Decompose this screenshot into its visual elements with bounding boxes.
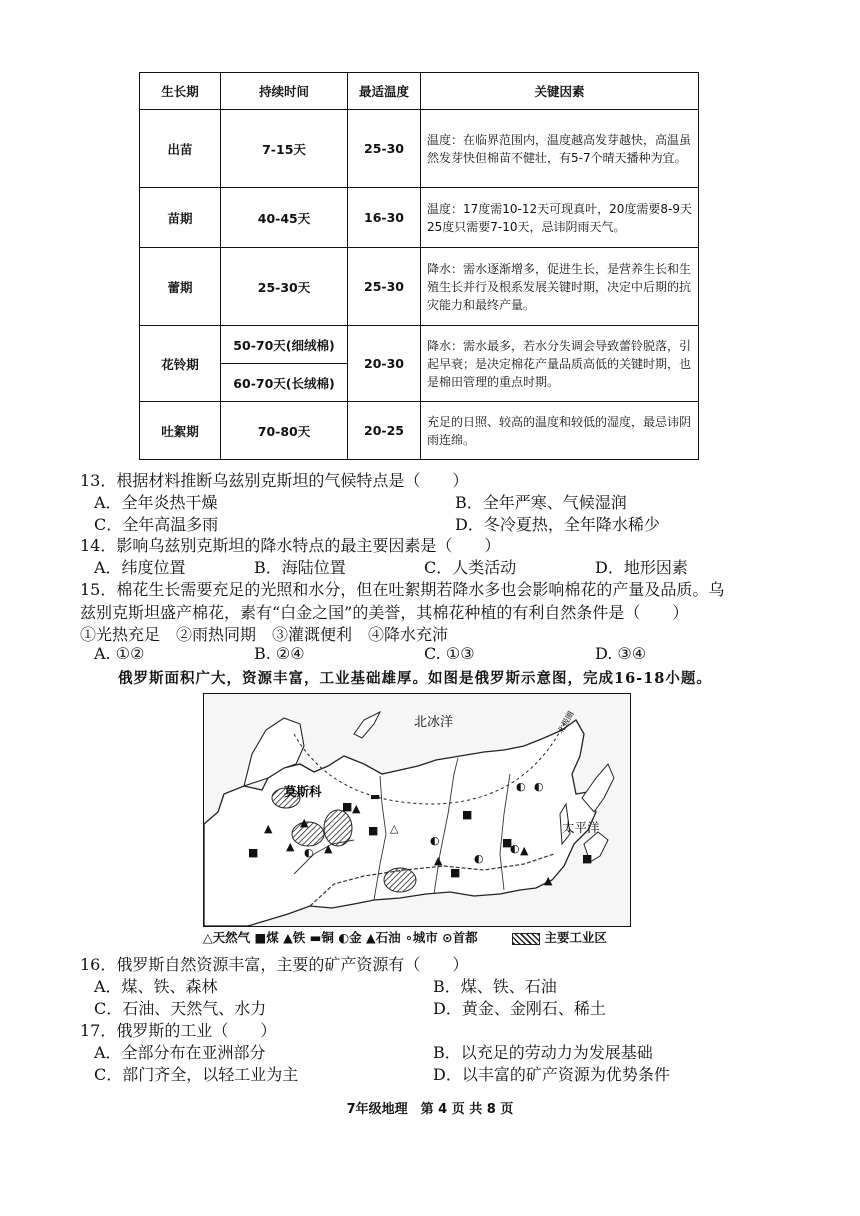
svg-text:◐: ◐ <box>516 780 526 793</box>
svg-text:◐: ◐ <box>534 780 544 793</box>
table-cell-stage: 花铃期 <box>140 326 221 402</box>
question-17-option-a[interactable]: A．全部分布在亚洲部分 <box>94 1043 266 1062</box>
table-cell-duration: 70-80天 <box>221 402 348 460</box>
map-legend-text: △天然气 ■煤 ▲铁 ▬铜 ◐金 ▲石油 ∘城市 ⊙首都 <box>203 930 478 945</box>
page-footer: 7年级地理 第 4 页 共 8 页 <box>346 1102 514 1117</box>
table-header: 生长期 <box>140 73 221 110</box>
svg-text:■: ■ <box>342 800 353 813</box>
question-16-option-b[interactable]: B．煤、铁、石油 <box>433 977 557 996</box>
table-header: 持续时间 <box>221 73 348 110</box>
table-cell-duration: 40-45天 <box>221 188 348 248</box>
table-cell-factor: 降水：需水最多，若水分失调会导致蕾铃脱落，引起早衰；是决定棉花产量品质高低的关键时期，也是棉田管理的重点时期。 <box>421 326 699 402</box>
table-cell-duration: 25-30天 <box>221 248 348 326</box>
svg-text:◐: ◐ <box>510 842 520 855</box>
table-cell-factor: 温度：17度需10-12天可现真叶，20度需要8-9天25度只需要7-10天，忌讳阴雨天气。 <box>421 188 699 248</box>
section-intro: 俄罗斯面积广大，资源丰富，工业基础雄厚。如图是俄罗斯示意图，完成16-18小题。 <box>118 670 712 687</box>
table-cell-duration: 50-70天(细绒棉) <box>221 326 348 364</box>
svg-text:▲: ▲ <box>520 844 529 857</box>
russia-map-graphic <box>204 694 630 926</box>
svg-text:■: ■ <box>582 852 593 865</box>
table-cell-stage: 蕾期 <box>140 248 221 326</box>
question-13-option-d[interactable]: D．冬冷夏热，全年降水稀少 <box>455 515 660 534</box>
question-15-option-d[interactable]: D. ③④ <box>595 644 647 663</box>
table-cell-temp: 25-30 <box>348 110 421 188</box>
map-label-pacific: 太平洋 <box>562 820 600 835</box>
question-16-option-d[interactable]: D．黄金、金刚石、稀土 <box>433 999 606 1018</box>
table-cell-temp: 16-30 <box>348 188 421 248</box>
svg-text:■: ■ <box>462 808 473 821</box>
map-legend <box>203 928 607 946</box>
table-cell-factor: 降水：需水逐渐增多，促进生长，是营养生长和生殖生长并行及根系发展关键时期，决定中后期的抗灾能力和最终产量。 <box>421 248 699 326</box>
svg-text:▲: ▲ <box>286 840 295 853</box>
table-cell-factor: 充足的日照、较高的温度和较低的湿度，最忌讳阴雨连绵。 <box>421 402 699 460</box>
svg-text:△: △ <box>390 822 399 835</box>
svg-text:▬: ▬ <box>370 790 381 803</box>
table-cell-duration: 7-15天 <box>221 110 348 188</box>
svg-text:▲: ▲ <box>434 854 443 867</box>
svg-text:▲: ▲ <box>300 816 309 829</box>
question-15-stem: 15．棉花生长需要充足的光照和水分，但在吐絮期若降水多也会影响棉花的产量及品质。乌 <box>80 580 725 599</box>
svg-text:▲: ▲ <box>544 874 553 887</box>
svg-text:◐: ◐ <box>474 852 484 865</box>
question-15-option-b[interactable]: B. ②④ <box>254 644 305 663</box>
question-14-option-b[interactable]: B．海陆位置 <box>254 558 346 577</box>
question-13-option-a[interactable]: A．全年炎热干燥 <box>94 493 218 512</box>
svg-text:▲: ▲ <box>264 822 273 835</box>
question-17-option-d[interactable]: D．以丰富的矿产资源为优势条件 <box>433 1065 670 1084</box>
table-cell-stage: 出苗 <box>140 110 221 188</box>
industry-hatch-icon <box>512 933 540 945</box>
question-16-option-c[interactable]: C．石油、天然气、水力 <box>94 999 267 1018</box>
table-cell-stage: 吐絮期 <box>140 402 221 460</box>
question-17-stem: 17．俄罗斯的工业（ ） <box>80 1021 277 1040</box>
question-16-stem: 16．俄罗斯自然资源丰富，主要的矿产资源有（ ） <box>80 955 469 974</box>
question-14-option-a[interactable]: A．纬度位置 <box>94 558 186 577</box>
cotton-growth-table <box>139 72 699 460</box>
question-14-option-c[interactable]: C．人类活动 <box>424 558 517 577</box>
table-cell-temp: 20-25 <box>348 402 421 460</box>
svg-text:◐: ◐ <box>304 846 314 859</box>
map-legend-industry: 主要工业区 <box>544 930 607 945</box>
question-17-option-b[interactable]: B．以充足的劳动力为发展基础 <box>433 1043 653 1062</box>
map-label-arctic-circle: 北极圈 <box>555 709 576 735</box>
russia-map <box>203 693 631 927</box>
table-cell-temp: 20-30 <box>348 326 421 402</box>
table-cell-stage: 苗期 <box>140 188 221 248</box>
table-cell-factor: 温度：在临界范围内，温度越高发芽越快，高温虽然发芽快但棉苗不健壮，有5-7个晴天播种为宜。 <box>421 110 699 188</box>
question-13-option-c[interactable]: C．全年高温多雨 <box>94 515 219 534</box>
question-13-option-b[interactable]: B．全年严寒、气候湿润 <box>455 493 627 512</box>
question-14-option-d[interactable]: D．地形因素 <box>595 558 688 577</box>
map-label-arctic: 北冰洋 <box>414 715 454 730</box>
question-15-stem-cont: 兹别克斯坦盛产棉花，素有“白金之国”的美誉，其棉花种植的有利自然条件是（ ） <box>80 603 689 622</box>
svg-text:▲: ▲ <box>352 802 361 815</box>
question-16-option-a[interactable]: A．煤、铁、森林 <box>94 977 218 996</box>
question-14-stem: 14．影响乌兹别克斯坦的降水特点的最主要因素是（ ） <box>80 536 501 555</box>
svg-text:■: ■ <box>368 824 379 837</box>
table-cell-temp: 25-30 <box>348 248 421 326</box>
table-header: 最适温度 <box>348 73 421 110</box>
question-15-option-c[interactable]: C. ①③ <box>424 644 475 663</box>
table-header: 关键因素 <box>421 73 699 110</box>
question-17-option-c[interactable]: C．部门齐全，以轻工业为主 <box>94 1065 299 1084</box>
svg-text:◐: ◐ <box>430 834 440 847</box>
map-label-moscow: 莫斯科 <box>284 784 322 799</box>
svg-text:■: ■ <box>450 866 461 879</box>
question-15-items: ①光热充足 ②雨热同期 ③灌溉便利 ④降水充沛 <box>80 625 449 644</box>
table-cell-duration: 60-70天(长绒棉) <box>221 364 348 402</box>
question-13-stem: 13．根据材料推断乌兹别克斯坦的气候特点是（ ） <box>80 471 469 490</box>
question-15-option-a[interactable]: A. ①② <box>94 644 145 663</box>
svg-text:■: ■ <box>502 836 513 849</box>
svg-text:■: ■ <box>248 846 259 859</box>
svg-text:▲: ▲ <box>324 842 333 855</box>
